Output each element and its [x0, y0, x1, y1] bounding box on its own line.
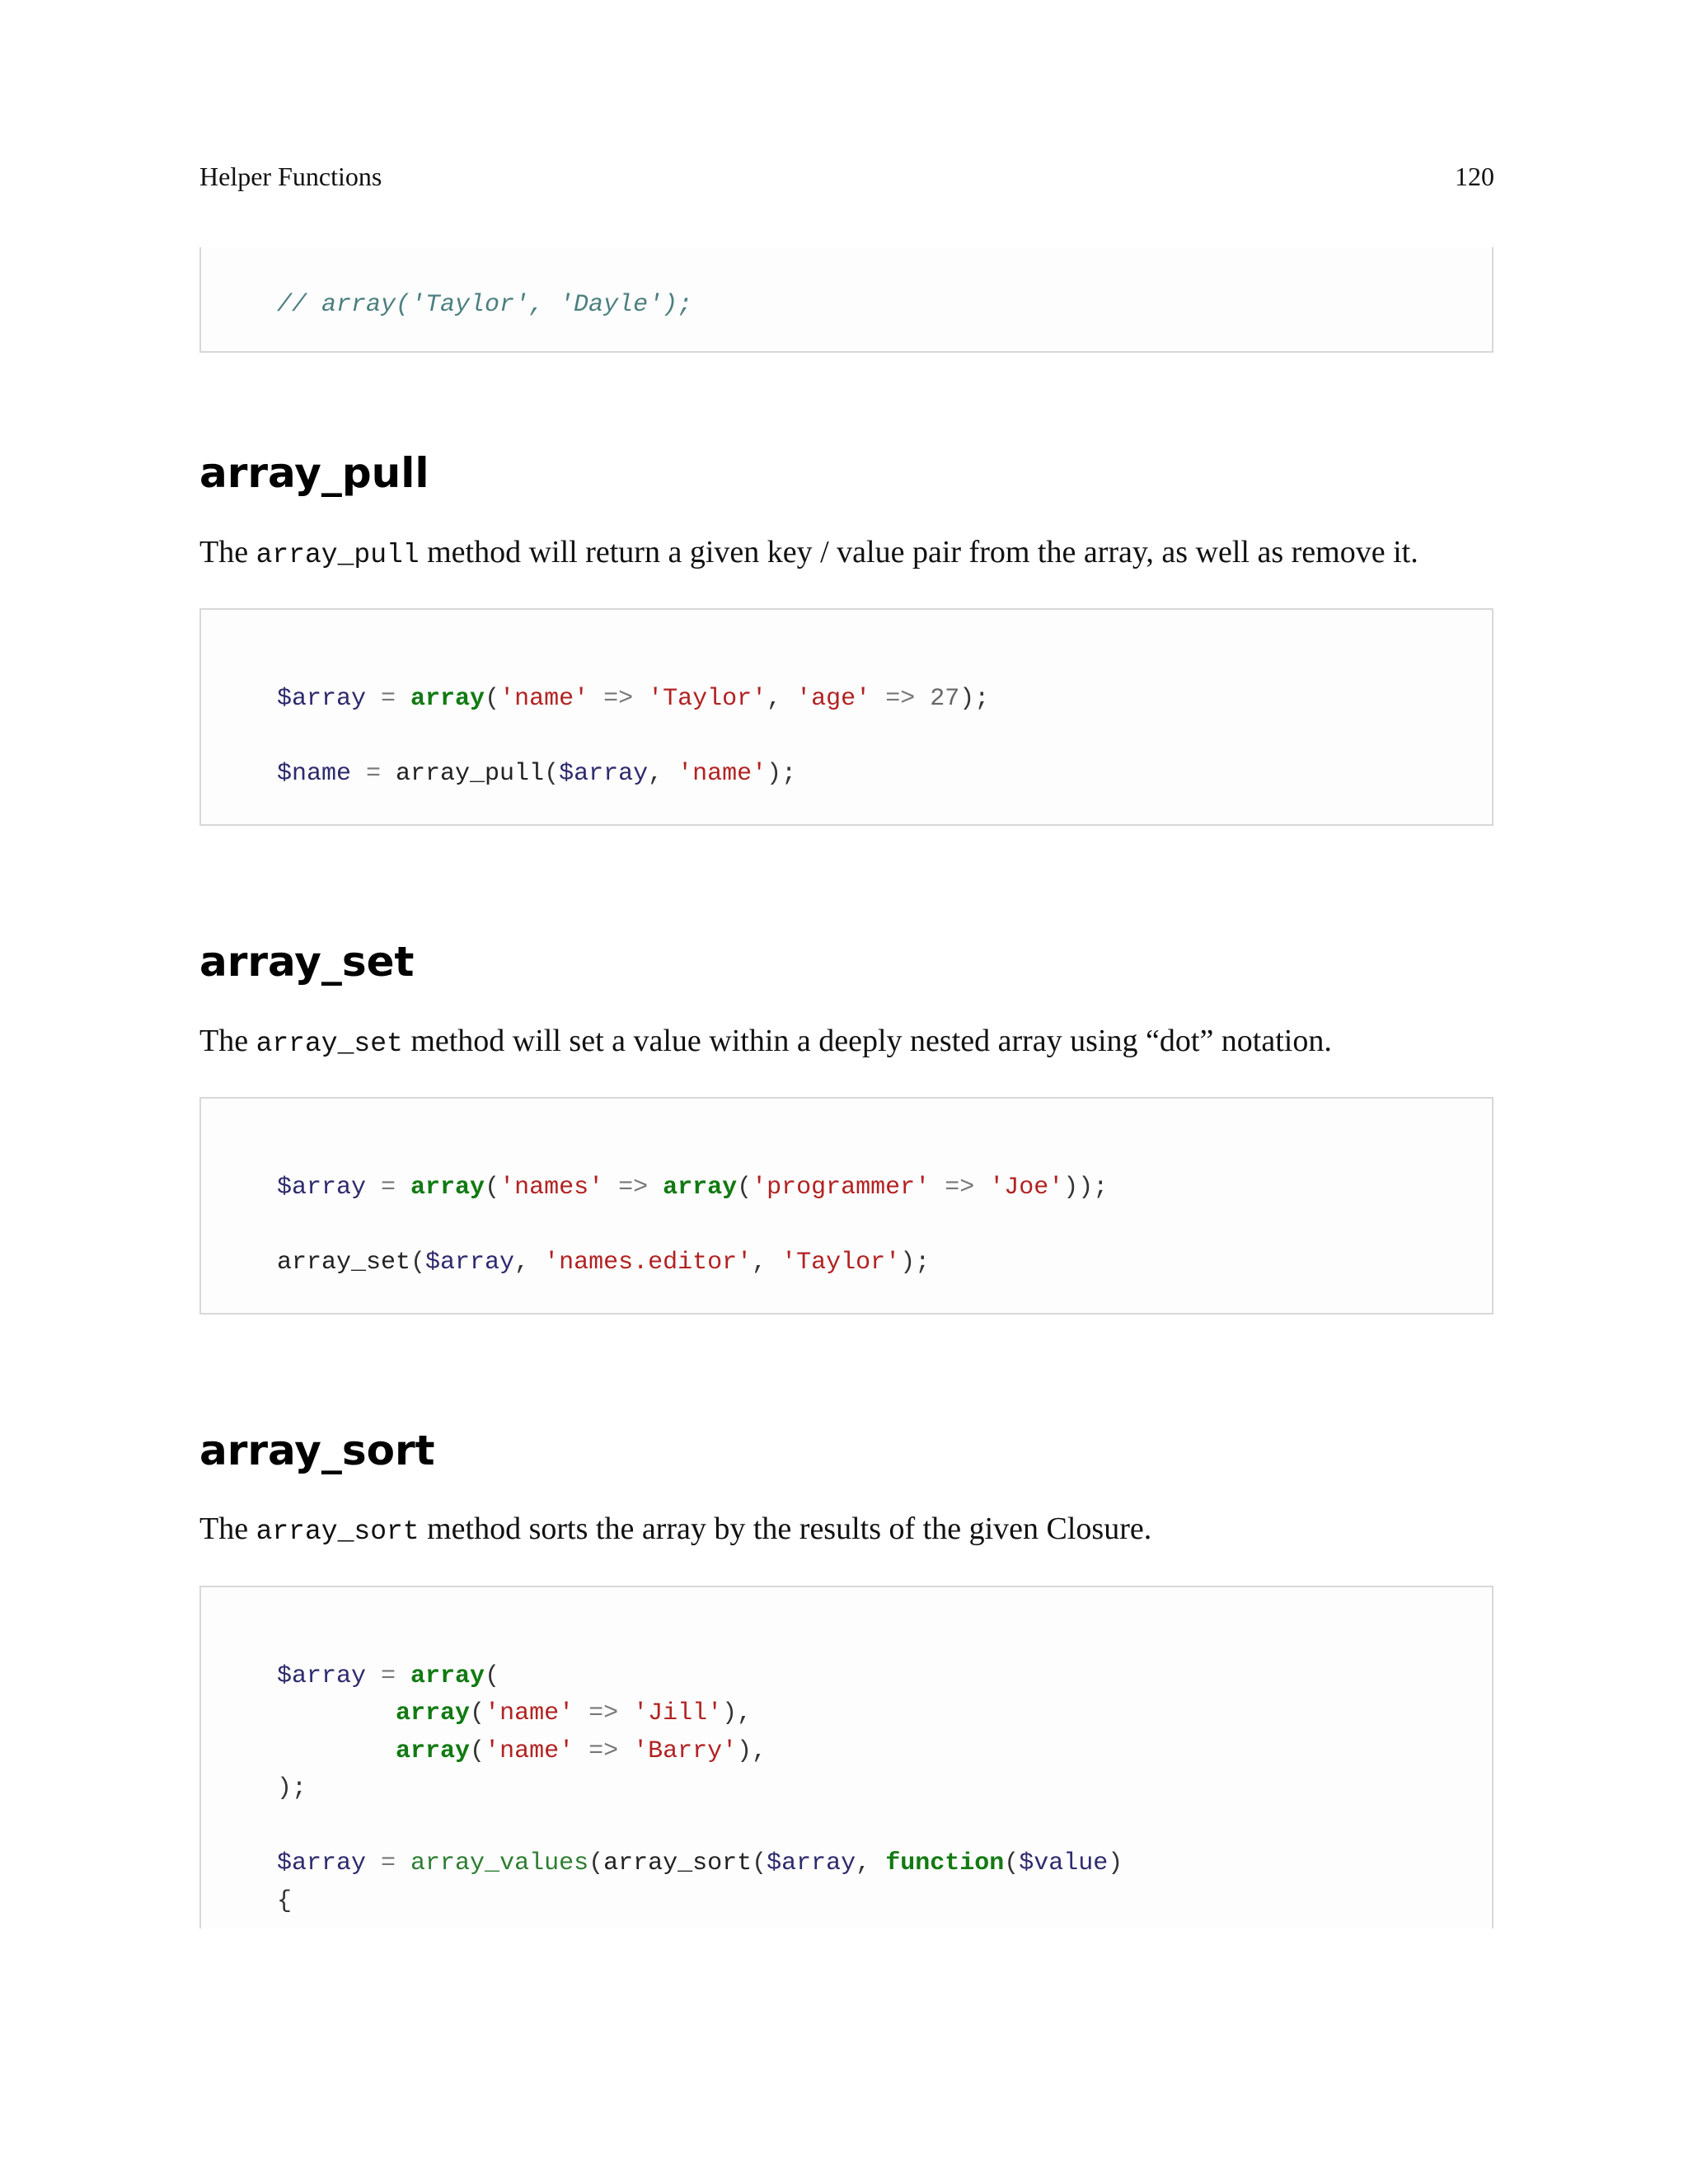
code-string: 'names.editor'	[544, 1248, 753, 1277]
code-variable: $array	[277, 1173, 367, 1202]
code-keyword: function	[885, 1849, 1005, 1877]
code-line	[277, 1662, 499, 1690]
code-variable: $array	[277, 1661, 367, 1690]
code-variable: $array	[277, 684, 367, 713]
code-keyword: array	[410, 1173, 485, 1202]
section-heading-array-pull: array_pull	[199, 449, 429, 497]
chapter-title: Helper Functions	[199, 162, 382, 191]
code-string: 'name'	[499, 684, 589, 713]
code-punctuation: ,	[752, 1248, 782, 1277]
code-variable: $value	[1019, 1849, 1109, 1877]
code-string: 'Taylor'	[781, 1248, 901, 1277]
code-punctuation: ));	[1063, 1173, 1109, 1202]
code-punctuation: (	[485, 1661, 500, 1690]
code-punctuation: )	[1108, 1849, 1123, 1877]
section-heading-array-sort: array_sort	[199, 1427, 435, 1474]
code-punctuation: (	[737, 1173, 753, 1202]
code-function: array_values	[410, 1849, 589, 1877]
code-listing	[277, 643, 989, 793]
code-variable: $array	[425, 1248, 515, 1277]
code-line	[277, 1774, 307, 1802]
code-punctuation: (	[752, 1849, 767, 1877]
code-block-array-sort	[199, 1586, 1493, 1929]
code-operator: =>	[588, 684, 649, 713]
code-punctuation: ,	[648, 759, 678, 788]
code-line	[277, 291, 692, 319]
code-string: 'age'	[796, 684, 871, 713]
code-block-continued	[199, 247, 1493, 353]
section-description-array-sort: The array_sort method sorts the array by the results of the given Closure.	[199, 1511, 1152, 1547]
code-operator: =>	[574, 1699, 634, 1727]
code-operator: =	[351, 759, 396, 788]
code-comment: // array('Taylor', 'Dayle');	[277, 291, 693, 319]
code-block-array-pull	[199, 608, 1493, 826]
code-operator: =	[366, 684, 411, 713]
code-operator: =	[366, 1661, 411, 1690]
code-line	[277, 1699, 752, 1727]
code-string: 'Jill'	[633, 1699, 723, 1727]
code-line	[277, 1249, 930, 1277]
inline-code: array_pull	[256, 540, 420, 570]
section-description-array-set: The array_set method will set a value within a deeply nested array using “dot” notation.	[199, 1024, 1332, 1059]
code-punctuation: ,	[767, 684, 797, 713]
code-punctuation: ),	[722, 1699, 753, 1727]
code-punctuation: ),	[737, 1736, 767, 1765]
code-listing	[277, 1620, 1123, 1920]
code-punctuation: ,	[856, 1849, 886, 1877]
section-heading-array-set: array_set	[199, 938, 415, 986]
section-description-array-pull: The array_pull method will return a given key / value pair from the array, as well as remove it.	[199, 535, 1418, 570]
code-string: 'name'	[678, 759, 767, 788]
running-header	[199, 162, 1494, 198]
code-punctuation: );	[767, 759, 797, 788]
code-punctuation	[277, 1737, 396, 1765]
code-string: 'Taylor'	[648, 684, 767, 713]
code-line	[277, 1174, 1108, 1202]
code-function: array_sort	[603, 1849, 753, 1877]
code-block-array-set	[199, 1097, 1493, 1315]
code-punctuation: (	[470, 1699, 485, 1727]
code-operator: =>	[574, 1736, 634, 1765]
code-punctuation: (	[544, 759, 560, 788]
code-variable: $name	[277, 759, 352, 788]
code-line	[277, 1849, 1123, 1877]
code-string: 'programmer'	[752, 1173, 931, 1202]
code-punctuation: (	[485, 1173, 500, 1202]
code-listing	[277, 287, 692, 325]
inline-code: array_set	[256, 1029, 403, 1059]
code-operator: =>	[870, 684, 931, 713]
code-string: 'name'	[485, 1699, 574, 1727]
code-function: array_pull	[396, 759, 545, 788]
code-line	[277, 760, 796, 788]
code-string: 'Barry'	[633, 1736, 738, 1765]
inline-code: array_sort	[256, 1516, 420, 1547]
code-line	[277, 1737, 767, 1765]
code-punctuation: {	[277, 1886, 293, 1915]
code-line	[277, 1887, 292, 1915]
code-keyword: array	[410, 1661, 485, 1690]
code-operator: =>	[930, 1173, 990, 1202]
code-variable: $array	[277, 1849, 367, 1877]
code-punctuation: (	[410, 1248, 426, 1277]
code-punctuation	[277, 1699, 396, 1727]
code-keyword: array	[396, 1736, 471, 1765]
code-punctuation: (	[588, 1849, 604, 1877]
code-string: 'name'	[485, 1736, 574, 1765]
code-operator: =	[366, 1173, 411, 1202]
code-punctuation: (	[485, 684, 500, 713]
code-variable: $array	[767, 1849, 856, 1877]
code-variable: $array	[559, 759, 649, 788]
code-operator: =>	[603, 1173, 663, 1202]
code-punctuation: );	[959, 684, 990, 713]
code-function: array_set	[277, 1248, 411, 1277]
page-number: 120	[1455, 162, 1494, 191]
code-punctuation: ,	[514, 1248, 545, 1277]
code-punctuation: );	[277, 1774, 307, 1802]
code-operator: =	[366, 1849, 411, 1877]
code-string: 'Joe'	[989, 1173, 1064, 1202]
code-number: 27	[930, 684, 960, 713]
code-keyword: array	[396, 1699, 471, 1727]
code-punctuation: (	[1004, 1849, 1020, 1877]
code-keyword: array	[410, 684, 485, 713]
code-listing	[277, 1132, 1108, 1282]
code-keyword: array	[663, 1173, 738, 1202]
code-line	[277, 685, 989, 713]
code-string: 'names'	[499, 1173, 604, 1202]
code-punctuation: (	[470, 1736, 485, 1765]
code-punctuation: );	[900, 1248, 931, 1277]
